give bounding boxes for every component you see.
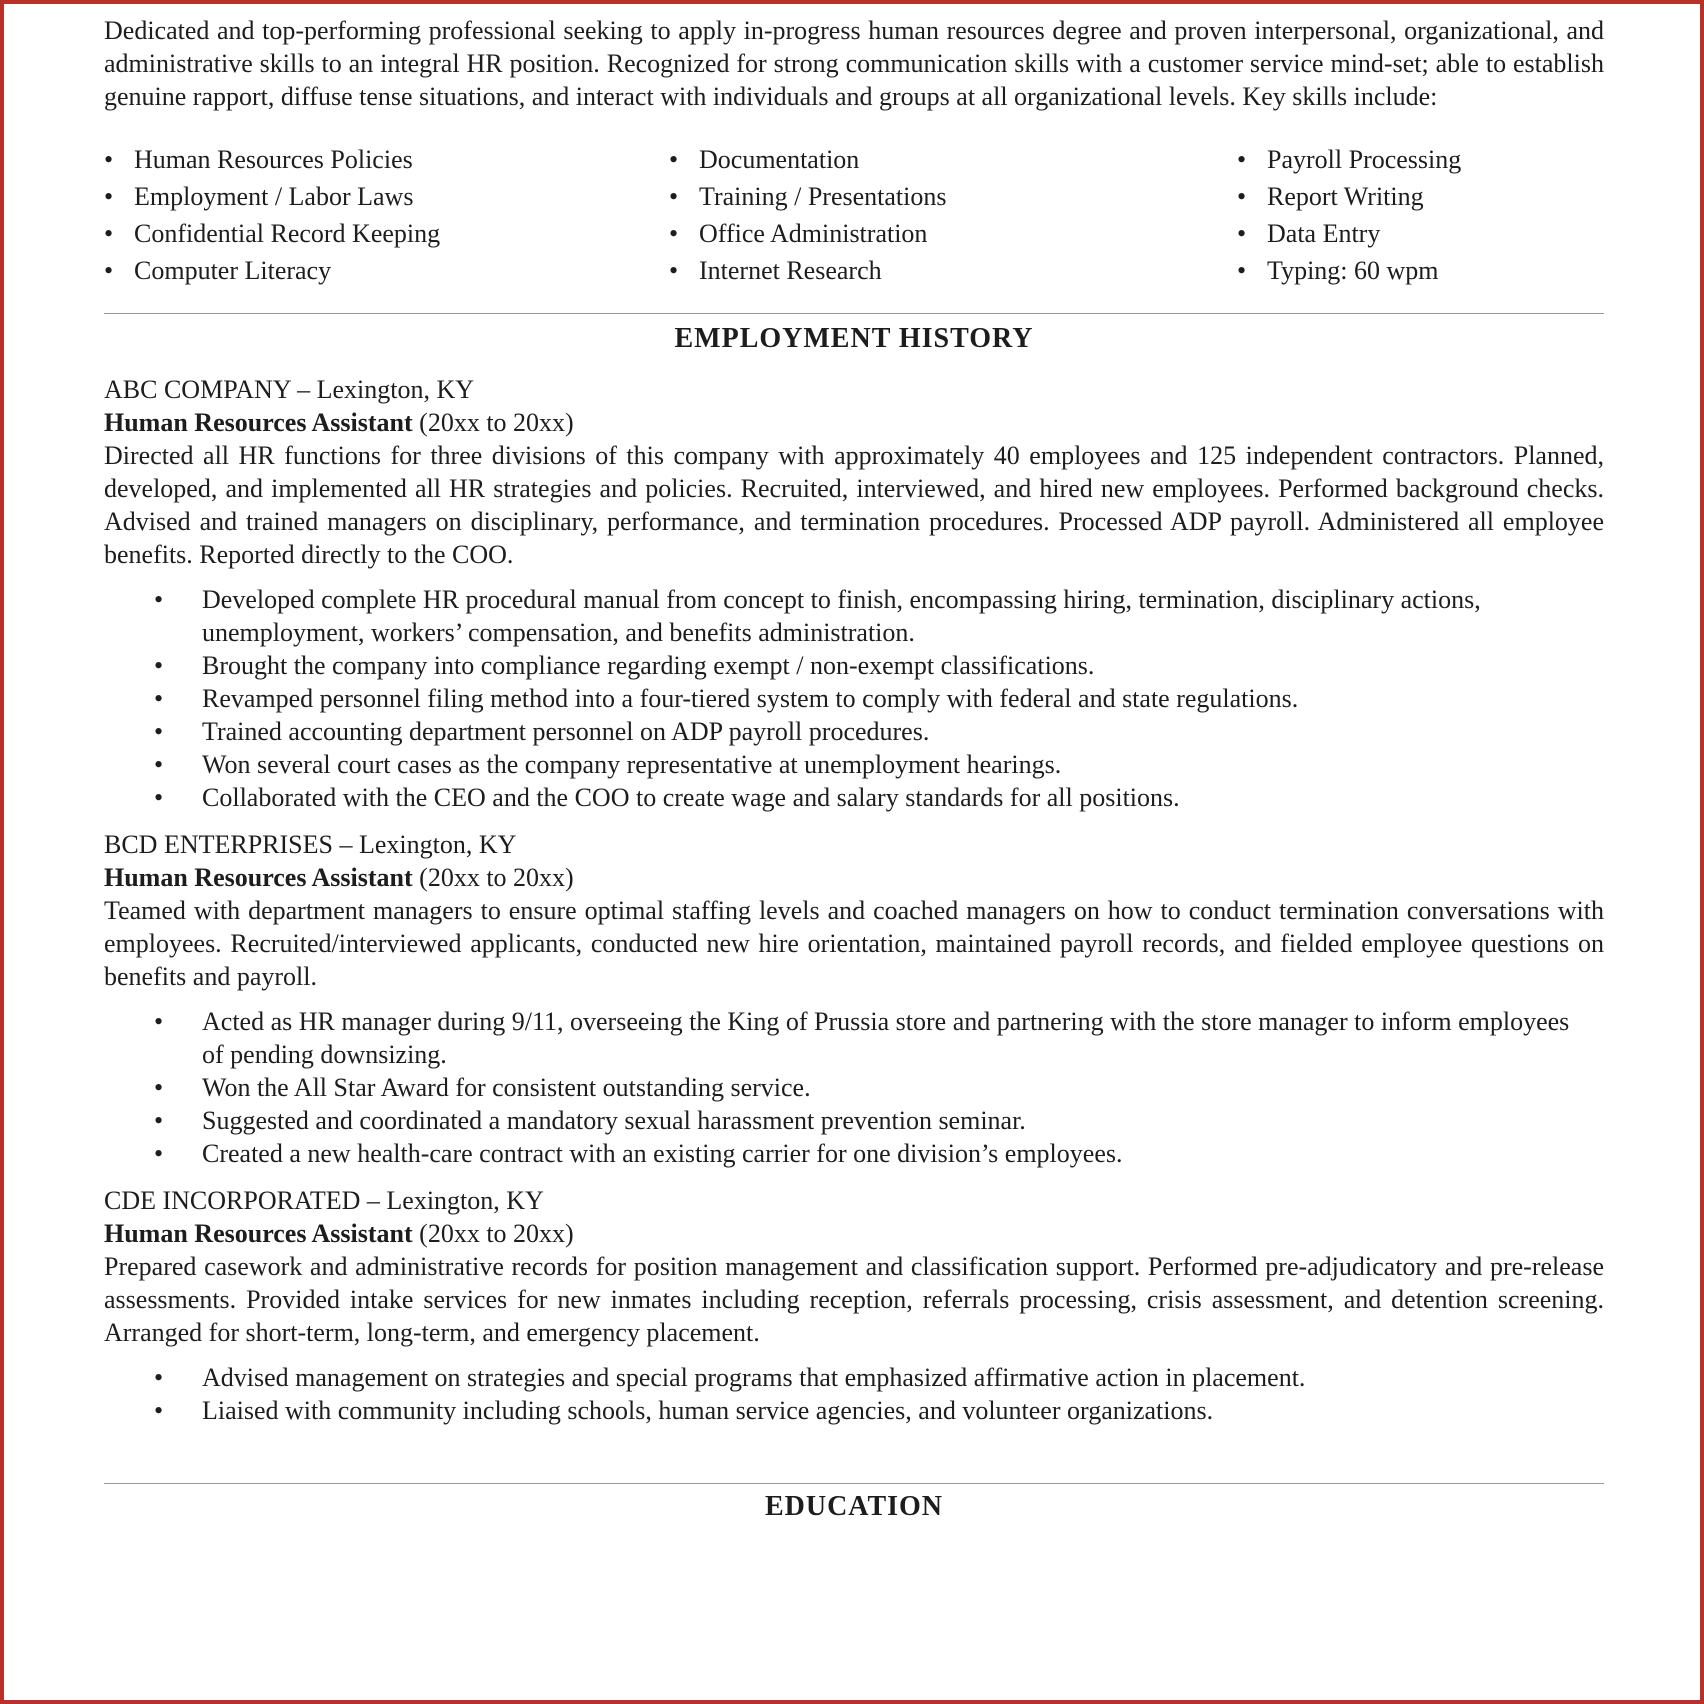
bullet-icon: • <box>669 182 679 211</box>
bullet-icon: • <box>669 256 679 285</box>
achievement-item <box>104 1104 1604 1137</box>
bullet-icon: • <box>154 684 164 713</box>
job-entry <box>104 373 1604 814</box>
skill-label: Human Resources Policies <box>134 145 413 174</box>
achievement-item <box>104 1361 1604 1394</box>
achievement-text: Advised management on strategies and special programs that emphasized affirmative action in placement. <box>202 1363 1306 1392</box>
job-dates: (20xx to 20xx) <box>419 408 574 437</box>
achievement-item <box>104 748 1604 781</box>
achievement-item <box>104 682 1604 715</box>
achievement-item <box>104 583 1604 649</box>
skill-label: Training / Presentations <box>699 182 947 211</box>
section-divider <box>104 1483 1604 1484</box>
achievement-item <box>104 1005 1604 1071</box>
achievement-text: Developed complete HR procedural manual from concept to finish, encompassing hiring, termination, disciplinary actions, unemployment, workers’ compensation, and benefits administration. <box>202 585 1481 647</box>
skill-label: Data Entry <box>1267 219 1381 248</box>
bullet-icon: • <box>104 256 114 285</box>
skill-label: Typing: 60 wpm <box>1267 256 1439 285</box>
skill-item <box>104 254 669 287</box>
skill-item <box>1237 254 1604 287</box>
job-title-line <box>104 861 1604 894</box>
education-heading: EDUCATION <box>764 1491 944 1522</box>
skill-label: Internet Research <box>699 256 882 285</box>
achievement-list <box>104 583 1604 814</box>
section-divider <box>104 313 1604 314</box>
bullet-icon: • <box>154 1106 164 1135</box>
achievement-item <box>104 1071 1604 1104</box>
bullet-icon: • <box>154 1073 164 1102</box>
bullet-icon: • <box>154 1363 164 1392</box>
bullet-icon: • <box>154 651 164 680</box>
bullet-icon: • <box>154 1396 164 1425</box>
achievement-text: Trained accounting department personnel on ADP payroll procedures. <box>202 717 930 746</box>
skill-item <box>669 254 1237 287</box>
bullet-icon: • <box>1237 145 1247 174</box>
skill-item <box>104 217 669 250</box>
job-entry <box>104 828 1604 1170</box>
skill-label: Documentation <box>699 145 860 174</box>
job-description: Prepared casework and administrative records for position management and classification support. Performed pre-adjudicatory and pre-release assessments. Provided intake services for new inmates including reception, referrals processing, crisis assessment, and detention screening. Arranged for short-term, long-term, and emergency placement. <box>104 1252 1604 1347</box>
summary-paragraph: Dedicated and top-performing professional seeking to apply in-progress human resources degree and proven interpersonal, organizational, and administrative skills to an integral HR position. Recognized for strong communication skills with a customer service mind-set; able to establish genuine rapport, diffuse tense situations, and interact with individuals and groups at all organizational levels. Key skills include: <box>104 16 1604 111</box>
achievement-list <box>104 1361 1604 1427</box>
skill-label: Confidential Record Keeping <box>134 219 441 248</box>
job-description: Teamed with department managers to ensure optimal staffing levels and coached managers on how to conduct termination conversations with employees. Recruited/interviewed applicants, conducted new hire orientation, maintained payroll records, and fielded employee questions on benefits and payroll. <box>104 896 1604 991</box>
employment-history-heading: EMPLOYMENT HISTORY <box>674 323 1034 354</box>
job-title-line <box>104 1217 1604 1250</box>
skill-item <box>669 143 1237 176</box>
job-dates: (20xx to 20xx) <box>419 863 574 892</box>
job-title: Human Resources Assistant <box>104 863 413 892</box>
skill-item <box>1237 180 1604 213</box>
resume-page <box>104 14 1604 1541</box>
skill-label: Employment / Labor Laws <box>134 182 414 211</box>
achievement-text: Brought the company into compliance regarding exempt / non-exempt classifications. <box>202 651 1095 680</box>
achievement-text: Collaborated with the CEO and the COO to create wage and salary standards for all positions. <box>202 783 1180 812</box>
job-title-line <box>104 406 1604 439</box>
achievement-text: Revamped personnel filing method into a four-tiered system to comply with federal and state regulations. <box>202 684 1299 713</box>
bullet-icon: • <box>1237 182 1247 211</box>
company-line: CDE INCORPORATED – Lexington, KY <box>104 1186 544 1215</box>
achievement-item <box>104 1394 1604 1427</box>
company-line: BCD ENTERPRISES – Lexington, KY <box>104 830 517 859</box>
achievement-text: Acted as HR manager during 9/11, overseeing the King of Prussia store and partnering with the store manager to inform employees of pending downsizing. <box>202 1007 1570 1069</box>
achievement-text: Created a new health-care contract with an existing carrier for one division’s employees. <box>202 1139 1123 1168</box>
achievement-item <box>104 781 1604 814</box>
skill-item <box>104 143 669 176</box>
achievement-text: Liaised with community including schools, human service agencies, and volunteer organizations. <box>202 1396 1214 1425</box>
bullet-icon: • <box>1237 256 1247 285</box>
achievement-list <box>104 1005 1604 1170</box>
bullet-icon: • <box>1237 219 1247 248</box>
achievement-item <box>104 1137 1604 1170</box>
bullet-icon: • <box>154 717 164 746</box>
bullet-icon: • <box>154 783 164 812</box>
achievement-text: Won several court cases as the company representative at unemployment hearings. <box>202 750 1062 779</box>
bullet-icon: • <box>104 182 114 211</box>
achievement-item <box>104 715 1604 748</box>
skill-label: Computer Literacy <box>134 256 332 285</box>
skill-item <box>104 180 669 213</box>
bullet-icon: • <box>669 145 679 174</box>
skill-item <box>1237 143 1604 176</box>
bullet-icon: • <box>154 585 164 614</box>
job-title: Human Resources Assistant <box>104 1219 413 1248</box>
achievement-text: Won the All Star Award for consistent outstanding service. <box>202 1073 811 1102</box>
bullet-icon: • <box>104 145 114 174</box>
skill-item <box>1237 217 1604 250</box>
job-dates: (20xx to 20xx) <box>419 1219 574 1248</box>
bullet-icon: • <box>154 1139 164 1168</box>
skill-label: Payroll Processing <box>1267 145 1462 174</box>
job-description: Directed all HR functions for three divisions of this company with approximately 40 employees and 125 independent contractors. Planned, developed, and implemented all HR strategies and policies. Recruited, interviewed, and hired new employees. Performed background checks. Advised and trained managers on disciplinary, performance, and termination procedures. Processed ADP payroll. Administered all employee benefits. Reported directly to the COO. <box>104 441 1604 569</box>
skill-label: Report Writing <box>1267 182 1424 211</box>
skill-item <box>669 217 1237 250</box>
key-skills-list <box>104 143 1604 287</box>
bullet-icon: • <box>104 219 114 248</box>
company-line: ABC COMPANY – Lexington, KY <box>104 375 475 404</box>
bullet-icon: • <box>154 1007 164 1036</box>
bullet-icon: • <box>669 219 679 248</box>
achievement-item <box>104 649 1604 682</box>
job-entry <box>104 1184 1604 1427</box>
achievement-text: Suggested and coordinated a mandatory sexual harassment prevention seminar. <box>202 1106 1026 1135</box>
bullet-icon: • <box>154 750 164 779</box>
skill-item <box>669 180 1237 213</box>
job-title: Human Resources Assistant <box>104 408 413 437</box>
skill-label: Office Administration <box>699 219 928 248</box>
